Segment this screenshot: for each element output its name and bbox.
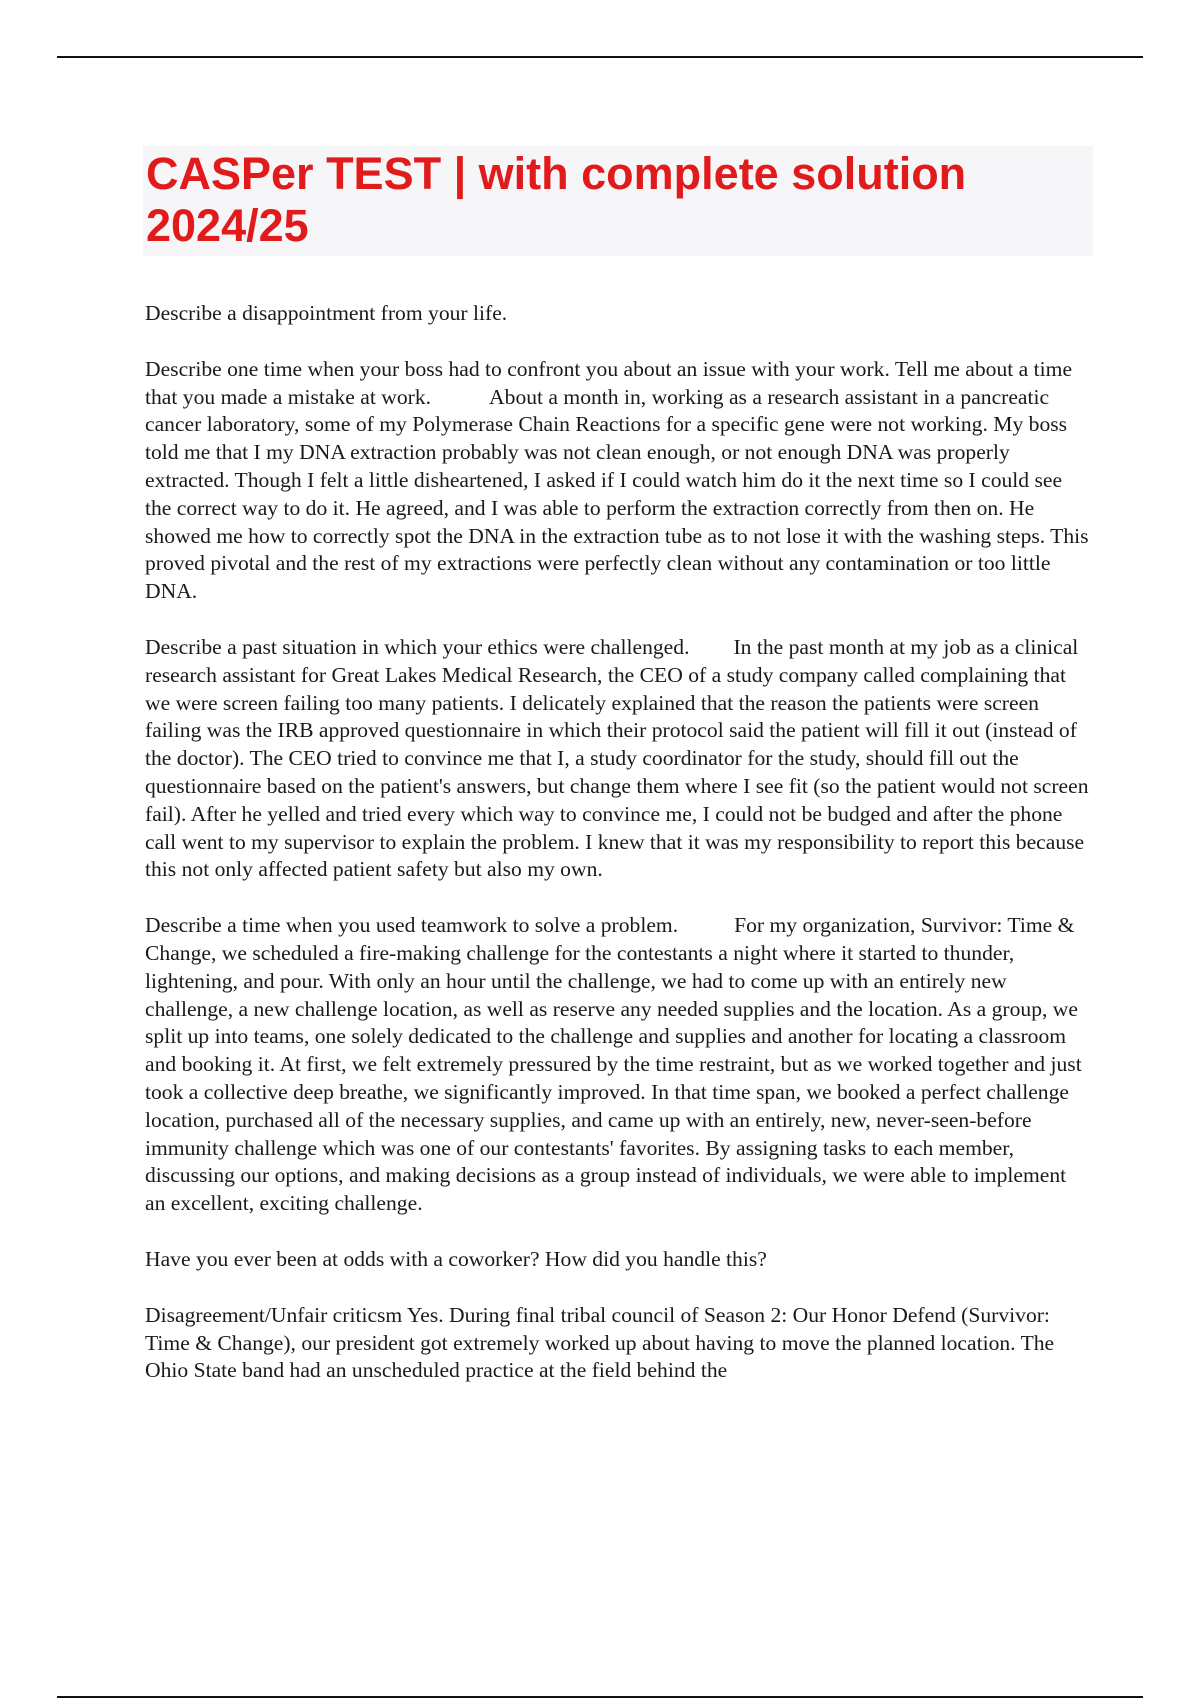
paragraph-teamwork: [145, 912, 1090, 1218]
answer-text: For my organization, Survivor: Time & Change, we scheduled a fire-making challenge for the contestants a night where it started to thunder, lightening, and pour. With only an hour until the challenge, we had to come up with an entirely new challenge, a new challenge location, as well as reserve any needed supplies and the location. As a group, we split up into teams, one solely dedicated to the challenge and supplies and another for locating a classroom and booking it. At first, we felt extremely pressured by the time restraint, but as we worked together and just took a collective deep breathe, we significantly improved. In that time span, we booked a perfect challenge location, purchased all of the necessary supplies, and came up with an entirely, new, never-seen-before immunity challenge which was one of our contestants' favorites. By assigning tasks to each member, discussing our options, and making decisions as a group instead of individuals, we were able to implement an excellent, exciting challenge.: [145, 913, 1082, 1216]
question-text: Describe a disappointment from your life.: [145, 301, 508, 325]
document-title: CASPer TEST | with complete solution 2024/25: [146, 148, 967, 251]
paragraph-disappointment: [145, 300, 1090, 328]
paragraph-coworker: [145, 1246, 1090, 1274]
document-body: [145, 300, 1090, 1413]
title-banner: [143, 146, 1093, 256]
question-text: Describe one time when your boss had to confront you about an issue with your work. Tell me about a time that you made a mistake at work.: [145, 356, 1073, 409]
paragraph-disagreement: [145, 1302, 1090, 1385]
question-text: Describe a time when you used teamwork to solve a problem.: [145, 913, 679, 938]
question-text: Describe a past situation in which your ethics were challenged.: [145, 634, 690, 659]
question-text: Have you ever been at odds with a coworker? How did you handle this?: [145, 1246, 767, 1271]
answer-text: About a month in, working as a research assistant in a pancreatic cancer laboratory, some of my Polymerase Chain Reactions for a specific gene were not working. My boss told me that I my DNA extraction probably was not clean enough, or not enough DNA was properly extracted. Though I felt a little disheartened, I asked if I could watch him do it the next time so I could see the correct way to do it. He agreed, and I was able to perform the extraction correctly from then on. He showed me how to correctly spot the DNA in the extraction tube as to not lose it with the washing steps. This proved pivotal and the rest of my extractions were perfectly clean without any contamination or too little DNA.: [145, 384, 1089, 604]
bottom-rule: [57, 1696, 1143, 1698]
paragraph-ethics: [145, 634, 1090, 884]
answer-text: Disagreement/Unfair criticsm Yes. During final tribal council of Season 2: Our Honor Defend (Survivor: Time & Change), our president got extremely worked up about having to move the planned location. The Ohio State band had an unscheduled practice at the field behind the: [145, 1302, 1055, 1383]
paragraph-boss-confront: [145, 356, 1090, 606]
top-rule: [57, 56, 1143, 58]
answer-text: In the past month at my job as a clinical research assistant for Great Lakes Medical Research, the CEO of a study company called complaining that we were screen failing too many patients. I delicately explained that the reason the patients were screen failing was the IRB approved questionnaire in which their protocol said the patient will fill it out (instead of the doctor). The CEO tried to convince me that I, a study coordinator for the study, should fill out the questionnaire based on the patient's answers, but change them where I see fit (so the patient would not screen fail). After he yelled and tried every which way to convince me, I could not be budged and after the phone call went to my supervisor to explain the problem. I knew that it was my responsibility to report this because this not only affected patient safety but also my own.: [145, 634, 1089, 882]
